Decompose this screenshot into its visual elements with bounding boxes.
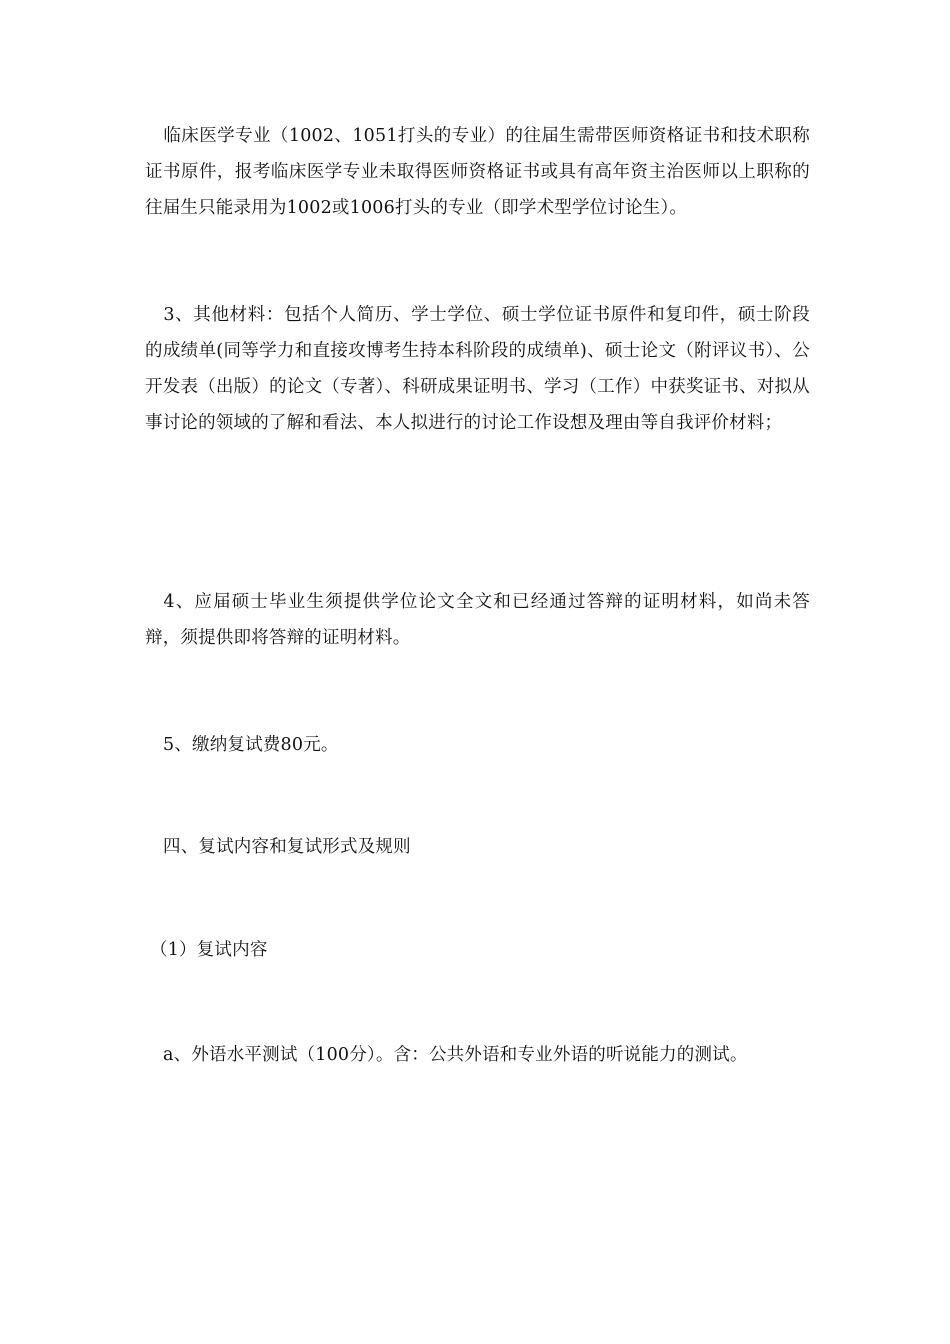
paragraph-clinical-medicine: 临床医学专业（1002、1051打头的专业）的往届生需带医师资格证书和技术职称证书原件，报考临床医学专业未取得医师资格证书或具有高年资主治医师以上职称的往届生只能录用为1002或1006打头的专业（即学术型学位讨论生）。 (145, 126, 810, 218)
paragraph-retest-fee: 5、缴纳复试费80元。 (163, 735, 339, 755)
section-heading-retest: 四、复试内容和复试形式及规则 (163, 837, 411, 857)
paragraph-graduates-thesis: 4、应届硕士毕业生须提供学位论文全文和已经通过答辩的证明材料，如尚未答辩，须提供即将答辩的证明材料。 (145, 592, 810, 648)
subsection-heading-retest-content: （1）复试内容 (150, 940, 268, 960)
paragraph-foreign-language-test: a、外语水平测试（100分）。含：公共外语和专业外语的听说能力的测试。 (163, 1045, 748, 1065)
paragraph-other-materials: 3、其他材料：包括个人简历、学士学位、硕士学位证书原件和复印件，硕士阶段的成绩单(同等学力和直接攻博考生持本科阶段的成绩单)、硕士论文（附评议书）、公开发表（出版）的论文（专著）、科研成果证明书、学习（工作）中获奖证书、对拟从事讨论的领域的了解和看法、本人拟进行的讨论工作设想及理由等自我评价材料； (145, 305, 810, 433)
